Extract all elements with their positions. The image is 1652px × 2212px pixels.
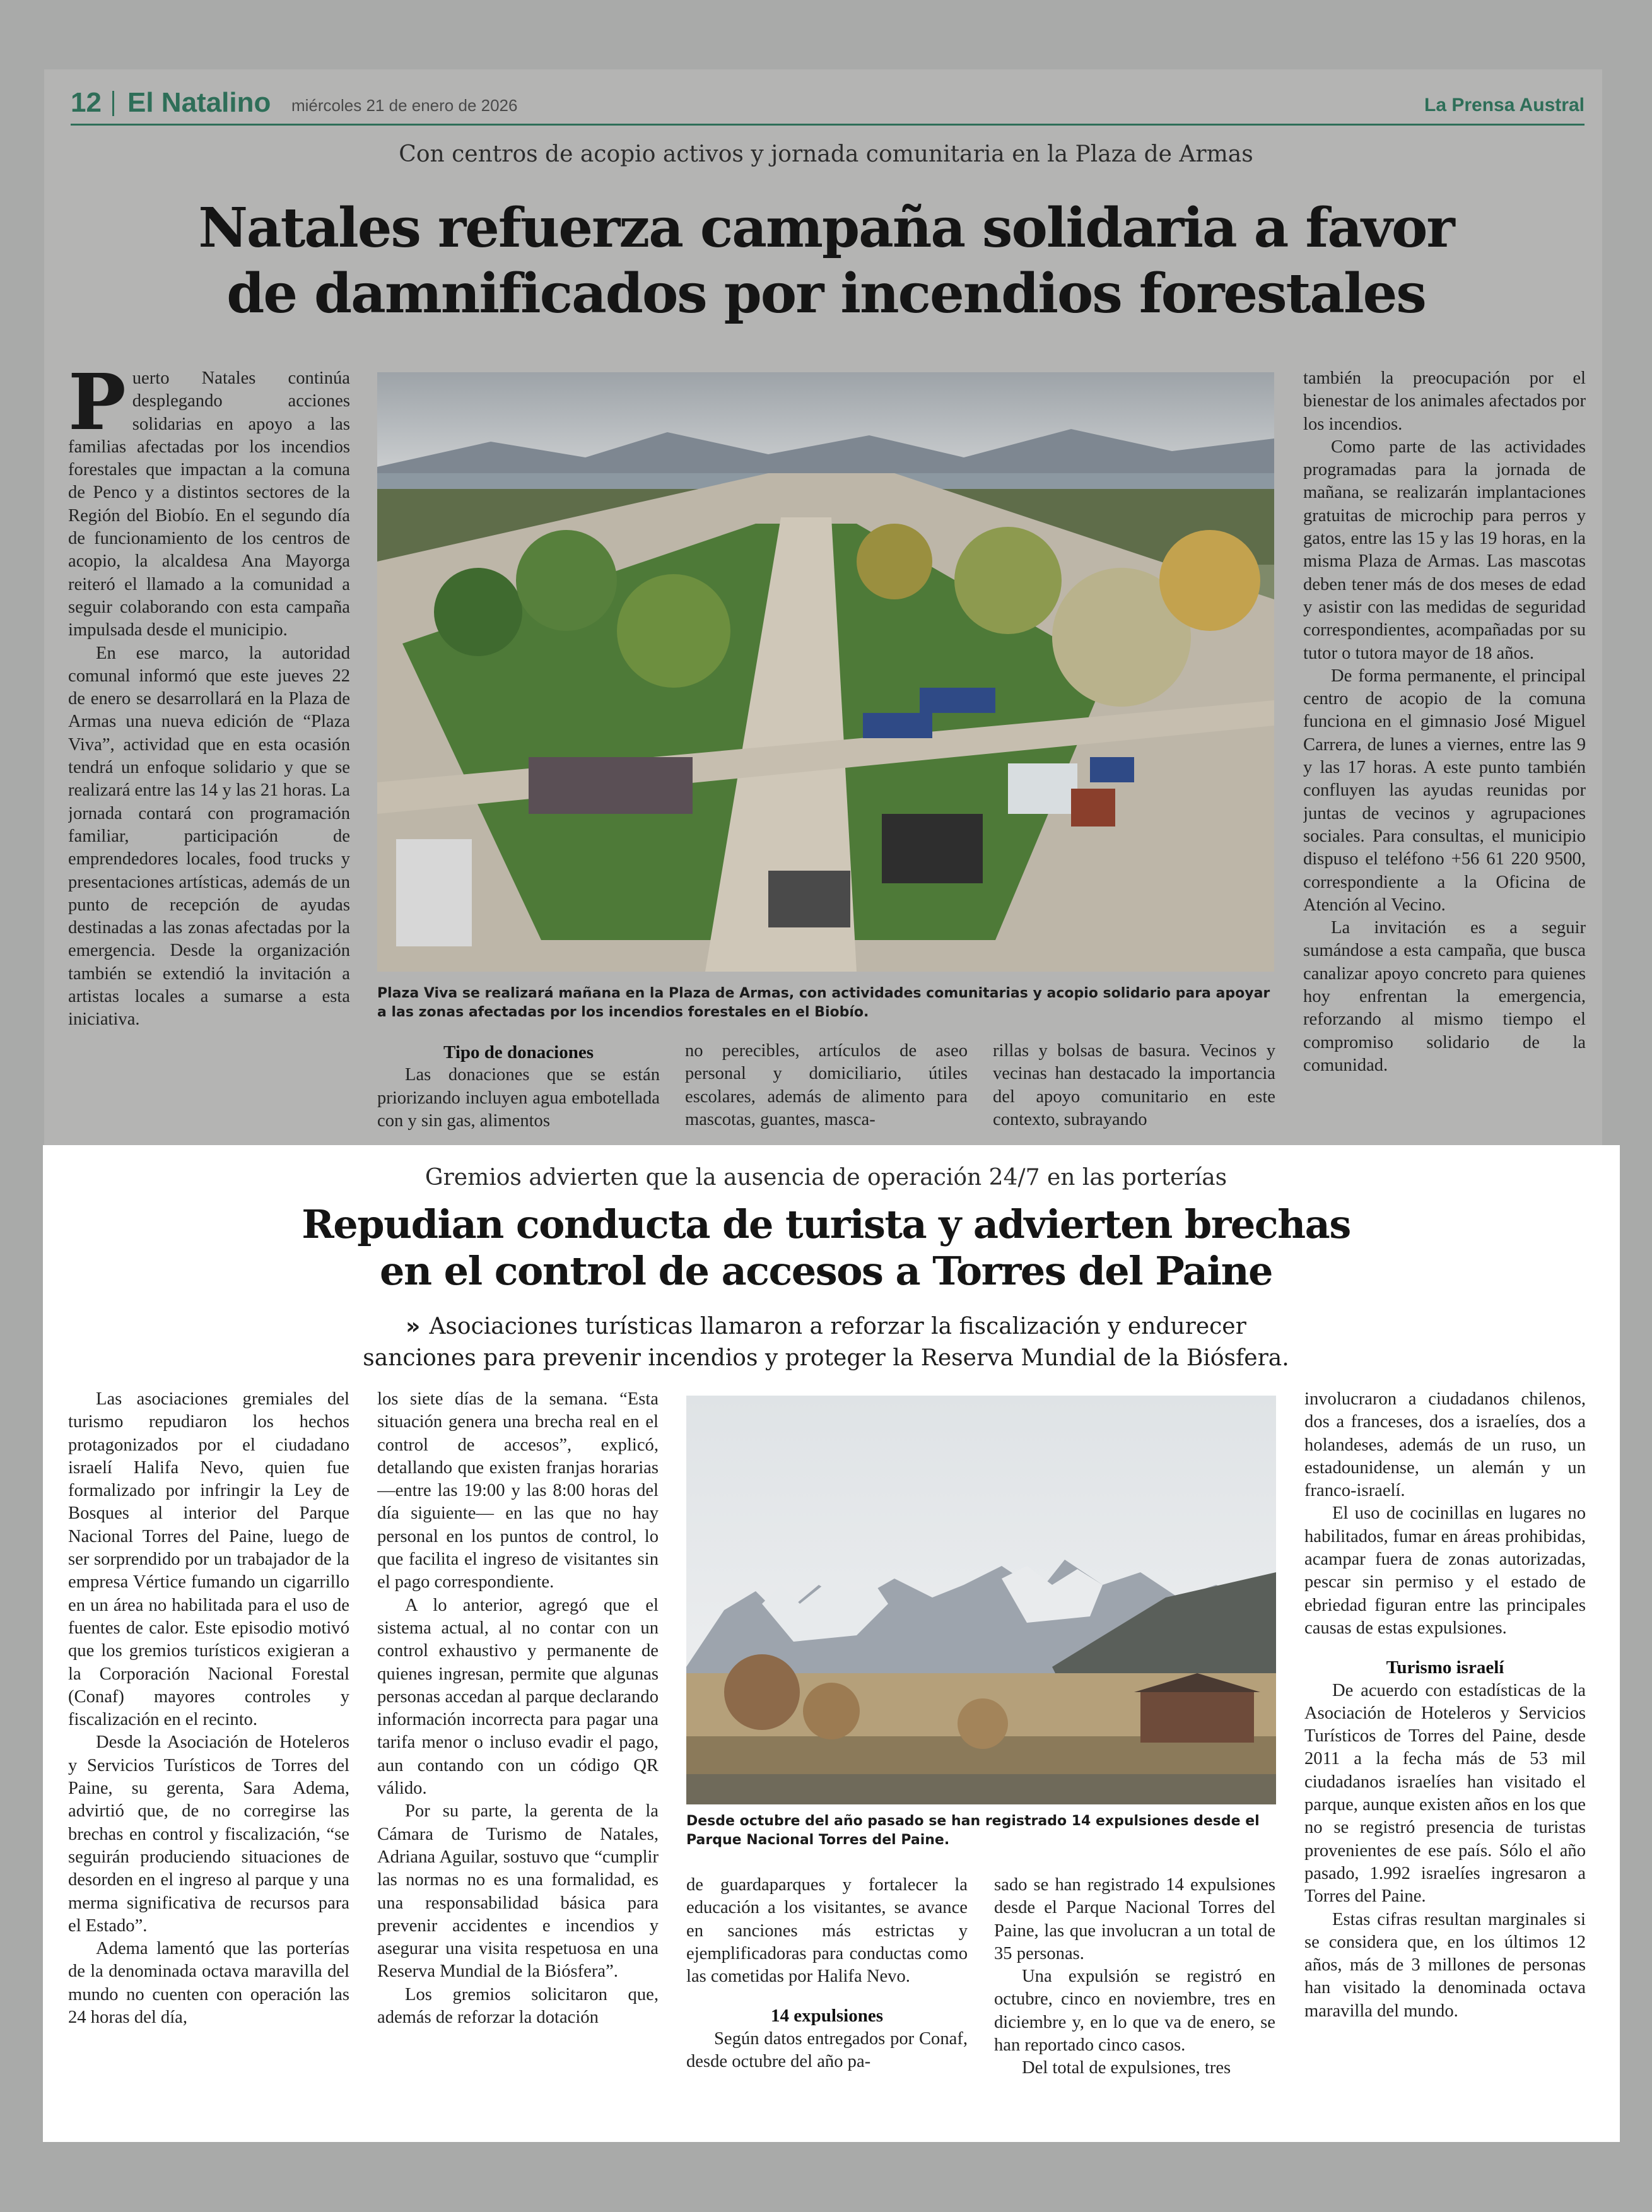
article2-col5-p4: Estas cifras resultan marginales si se considera que, en los últimos 12 años, más de 3 millones de personas han visitado la denominada octava maravilla del mundo.: [1304, 1909, 1586, 2021]
page-number: 12: [71, 87, 102, 118]
article2-photo-caption: Desde octubre del año pasado se han registrado 14 expulsiones desde el Parque Nacional Torres del Paine.: [686, 1813, 1260, 1848]
article2-col5-p1: involucraron a ciudadanos chilenos, dos a franceses, dos a israelíes, dos a holandeses, además de un ruso, un estadounidense, un alemán y un franco-israelí.: [1304, 1389, 1586, 1501]
header-rule: [71, 124, 1585, 126]
plaza-aerial-illustration: [377, 372, 1274, 972]
article1-col3-text: no perecibles, artículos de aseo personal y domiciliario, útiles escolares, además de alimento para mascotas, guantes, masca-: [685, 1041, 968, 1129]
article1-col5-p2: Como parte de las actividades programadas para la jornada de mañana, se realizarán implantaciones gratuitas de microchip para perros y gatos, entre las 15 y las 19 horas, en la misma Plaza de Armas. Las mascotas deben tener más de dos meses de edad y asistir con las medidas de seguridad correspondientes, acompañadas por su tutor o tutora mayor de 18 años.: [1303, 437, 1586, 663]
article2-column-3: [686, 1874, 968, 2120]
plaza-de-armas-photo: [377, 372, 1274, 972]
article2-subhead-turismo-israeli: Turismo israelí: [1386, 1657, 1504, 1678]
article2-deck-line1: Asociaciones turísticas llamaron a reforzar la fiscalización y endurecer: [429, 1314, 1246, 1339]
article1-column-5: [1303, 367, 1586, 1137]
article1-photo-caption: Plaza Viva se realizará mañana en la Plaza de Armas, con actividades comunitarias y acopio solidario para apoyar a las zonas afectadas por los incendios forestales en el Biobío.: [377, 985, 1270, 1020]
article2-col2-p4: Los gremios solicitaron que, además de reforzar la dotación: [377, 1984, 659, 2028]
article1-column-3: [685, 1040, 968, 1138]
torres-del-paine-illustration: [686, 1396, 1276, 1804]
article2-headline: [0, 1201, 1652, 1295]
article1-subhead: Tipo de donaciones: [443, 1042, 594, 1062]
article2-col4-p2: Una expulsión se registró en octubre, cinco en noviembre, tres en diciembre y, en lo que va de enero, se han reportado cinco casos.: [994, 1967, 1275, 2056]
article1-headline-line2: de damnificados por incendios forestales: [226, 262, 1426, 326]
article2-col3-p2: Según datos entregados por Conaf, desde octubre del año pa-: [686, 2028, 968, 2072]
article1-col1-p1: uerto Natales continúa desplegando acciones solidarias en apoyo a las familias afectadas por los incendios forestales que impactan a la comuna de Penco y a distintos sectores de la Región del Biobío. En el segundo día de funcionamiento de los centros de acopio, la alcaldesa Ana Mayorga reiteró el llamado a la comunidad a seguir colaborando con esta campaña impulsada desde el municipio.: [68, 368, 350, 640]
page-header: [71, 87, 1585, 125]
article1-column-2: [377, 1040, 660, 1138]
article1-headline-line1: Natales refuerza campaña solidaria a favor: [198, 196, 1454, 260]
article2-col4-p1: sado se han registrado 14 expulsiones desde el Parque Nacional Torres del Paine, las que involucran a un total de 35 personas.: [994, 1875, 1275, 1963]
article1-column-1: [68, 367, 350, 1137]
article1-col2-text: Las donaciones que se están priorizando incluyen agua embotellada con y sin gas, alimentos: [377, 1065, 660, 1131]
torres-del-paine-photo: [686, 1396, 1276, 1804]
article1-headline: [0, 196, 1652, 327]
section-name: El Natalino: [127, 87, 271, 118]
article1-col4-text: rillas y bolsas de basura. Vecinos y vecinas han destacado la importancia del apoyo comunitario en este contexto, subrayando: [993, 1041, 1275, 1129]
article2-col2-p2: A lo anterior, agregó que el sistema actual, al no contar con un control exhaustivo y permanente de quienes ingresan, permite que algunas personas accedan al parque declarando información incorrecta para pagar una tarifa menor o incluso evadir el pago, aun contando con un código QR válido.: [377, 1595, 659, 1799]
article2-deck: [0, 1311, 1652, 1374]
article2-deck-line2: sanciones para prevenir incendios y proteger la Reserva Mundial de la Biósfera.: [363, 1345, 1289, 1371]
article2-col1-p2: Desde la Asociación de Hoteleros y Servicios Turísticos de Torres del Paine, su gerenta, Sara Adema, advirtió que, de no corregirse las brechas en control y fiscalización, “se seguirán produciendo situaciones de desorden en el ingreso al parque y una merma significativa de recursos para el Estado”.: [68, 1733, 349, 1936]
article2-column-2: [377, 1388, 659, 2120]
article2-col4-p3: Del total de expulsiones, tres: [1022, 2058, 1231, 2078]
deck-chevron-icon: »: [406, 1314, 421, 1339]
issue-date: miércoles 21 de enero de 2026: [291, 96, 518, 115]
article2-col2-p3: Por su parte, la gerenta de la Cámara de Turismo de Natales, Adriana Aguilar, sostuvo que “cumplir las normas no es una formalidad, es una responsabilidad básica para prevenir accidentes e incendios y asegurar una visita respetuosa en una Reserva Mundial de la Biósfera”.: [377, 1801, 659, 1982]
article2-headline-line1: Repudian conducta de turista y advierten brechas: [302, 1201, 1350, 1247]
article2-col5-p2: El uso de cocinillas en lugares no habilitados, fumar en áreas prohibidas, acampar fuera de zonas autorizadas, pescar sin permiso y el estado de ebriedad figuran entre las principales causas de estas expulsiones.: [1304, 1503, 1586, 1638]
article2-col1-p3: Adema lamentó que las porterías de la denominada octava maravilla del mundo no cuenten con operación las 24 horas del día,: [68, 1939, 349, 2028]
article1-col5-p4: La invitación es a seguir sumándose a esta campaña, que busca canalizar apoyo concreto para quienes hoy enfrentan la emergencia, reforzando al mismo tiempo el compromiso solidario de la comunidad.: [1303, 918, 1586, 1075]
article2-column-4: [994, 1874, 1275, 2120]
article2-column-5: [1304, 1388, 1586, 2120]
article2-col2-p1: los siete días de la semana. “Esta situación genera una brecha real en el control de accesos”, explicó, detallando que existen franjas horarias —entre las 19:00 y las 8:00 horas del día siguiente— en las que no hay personal en los puntos de control, lo que facilita el ingreso de visitantes sin el pago correspondiente.: [377, 1389, 659, 1592]
article2-col3-p1: de guardaparques y fortalecer la educación a los visitantes, se avance en sanciones más estrictas y ejemplificadoras para conductas como las cometidas por Halifa Nevo.: [686, 1875, 968, 1987]
article2-headline-line2: en el control de accesos a Torres del Paine: [380, 1248, 1272, 1294]
article2-column-1: [68, 1388, 349, 2120]
article1-dropcap: P: [68, 367, 126, 447]
article1-col5-p3: De forma permanente, el principal centro de acopio de la comuna funciona en el gimnasio José Miguel Carrera, de lunes a viernes, entre las 9 y las 17 horas. A este punto también confluyen las ayudas reunidas por juntas de vecinos y agrupaciones sociales. Para consultas, el municipio dispuso el teléfono +56 61 220 9500, correspondiente a la Oficina de Atención al Vecino.: [1303, 666, 1586, 915]
article2-col5-p3: De acuerdo con estadísticas de la Asociación de Hoteleros y Servicios Turísticos de Torres del Paine, desde 2011 a la fecha más de 53 mil ciudadanos israelíes han visitado el parque, aunque existen años en los que no se registró presencia de turistas provenientes de ese país. Sólo el año pasado, 1.992 israelíes ingresaron a Torres del Paine.: [1304, 1680, 1586, 1907]
article2-subhead-expulsiones: 14 expulsiones: [770, 2006, 884, 2027]
article2-kicker: Gremios advierten que la ausencia de operación 24/7 en las porterías: [425, 1165, 1227, 1191]
article1-kicker: Con centros de acopio activos y jornada comunitaria en la Plaza de Armas: [399, 141, 1253, 167]
article1-col5-p1: también la preocupación por el bienestar de los animales afectados por los incendios.: [1303, 368, 1586, 434]
publication-name: La Prensa Austral: [1424, 95, 1585, 115]
article1-col1-p2: En ese marco, la autoridad comunal informó que este jueves 22 de enero se desarrollará en la Plaza de Armas una nueva edición de “Plaza Viva”, actividad que en esta ocasión tendrá un enfoque solidario y que se realizará entre las 14 y las 21 horas. La jornada contará con programación familiar, participación de emprendedores locales, food trucks y presentaciones artísticas, además de un punto de recepción de ayudas destinadas a las zonas afectadas por la emergencia. Desde la organización también se extendió la invitación a artistas locales a sumarse a esta iniciativa.: [68, 643, 350, 1030]
header-divider: [112, 91, 114, 116]
article2-col1-p1: Las asociaciones gremiales del turismo repudiaron los hechos protagonizados por el ciudadano israelí Halifa Nevo, quien fue formalizado por infringir la Ley de Bosques al interior del Parque Nacional Torres del Paine, luego de ser sorprendido por un trabajador de la empresa Vértice fumando un cigarrillo en un área no habilitada para el uso de fuentes de calor. Este episodio motivó que los gremios turísticos exigieran a la Corporación Nacional Forestal (Conaf) mayores controles y fiscalización en el recinto.: [68, 1389, 349, 1730]
article1-column-4: [993, 1040, 1275, 1138]
